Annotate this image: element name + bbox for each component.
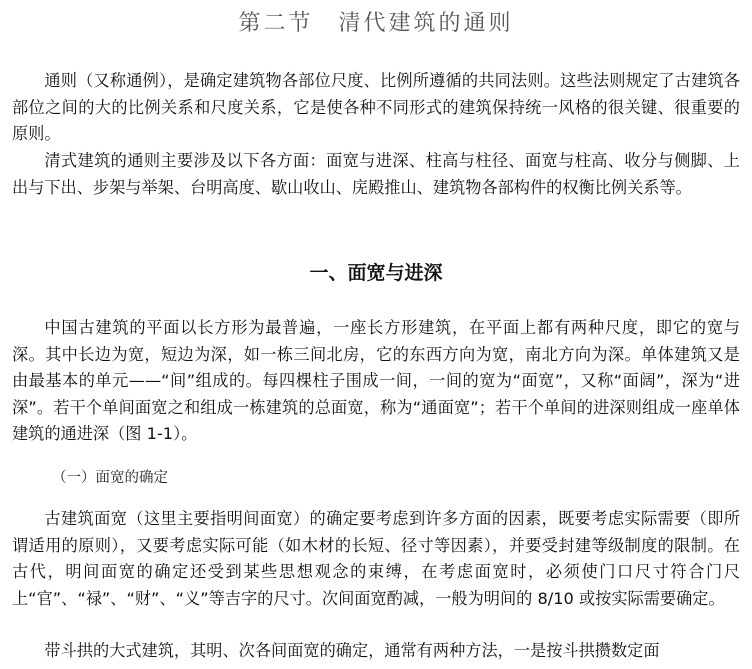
heading-width-depth: 一、面宽与进深: [309, 262, 443, 284]
paragraph-width-factors: 古建筑面宽（这里主要指明间面宽）的确定要考虑到许多方面的因素，既要考虑实际需要（即所谓适用的原则），又要考虑实际可能（如木材的长短、径寸等因素），并要受封建等级制度的限制。在古代，明间面宽的确定还受到某些思想观念的束缚，在考虑面宽时，必须使门口尺寸符合门尺上“官”、“禄”、“财”、“义”等吉字的尺寸。次间面宽酌减，一般为明间的 8/10 或按实际需要确定。: [12, 509, 740, 608]
section-title: 第二节 清代建筑的通则: [238, 11, 514, 36]
paragraph-scope: 清式建筑的通则主要涉及以下各方面：面宽与进深、柱高与柱径、面宽与柱高、收分与侧脚、上出与下出、步架与举架、台明高度、歇山收山、庑殿推山、建筑物各部构件的权衡比例关系等。: [12, 151, 740, 197]
paragraph-bracket-sets: 带斗拱的大式建筑，其明、次各间面宽的确定，通常有两种方法，一是按斗拱攒数定面: [44, 641, 660, 660]
paragraph-definition: 通则（又称通例），是确定建筑物各部位尺度、比例所遵循的共同法则。这些法则规定了古建筑各部位之间的大的比例关系和尺度关系，它是使各种不同形式的建筑保持统一风格的很关键、很重要的原则。: [12, 71, 740, 143]
paragraph-width-depth: 中国古建筑的平面以长方形为最普遍，一座长方形建筑，在平面上都有两种尺度，即它的宽与深。其中长边为宽，短边为深，如一栋三间北房，它的东西方向为宽，南北方向为深。单体建筑又是由最基本的单元——“间”组成的。每四棵柱子围成一间，一间的宽为“面宽”，又称“面阔”，深为“进深”。若干个单间面宽之和组成一栋建筑的总面宽，称为“通面宽”；若干个单间的进深则组成一座单体建筑的通进深（图 1-1）。: [12, 318, 740, 443]
heading-width-determination: （一）面宽的确定: [52, 470, 168, 486]
